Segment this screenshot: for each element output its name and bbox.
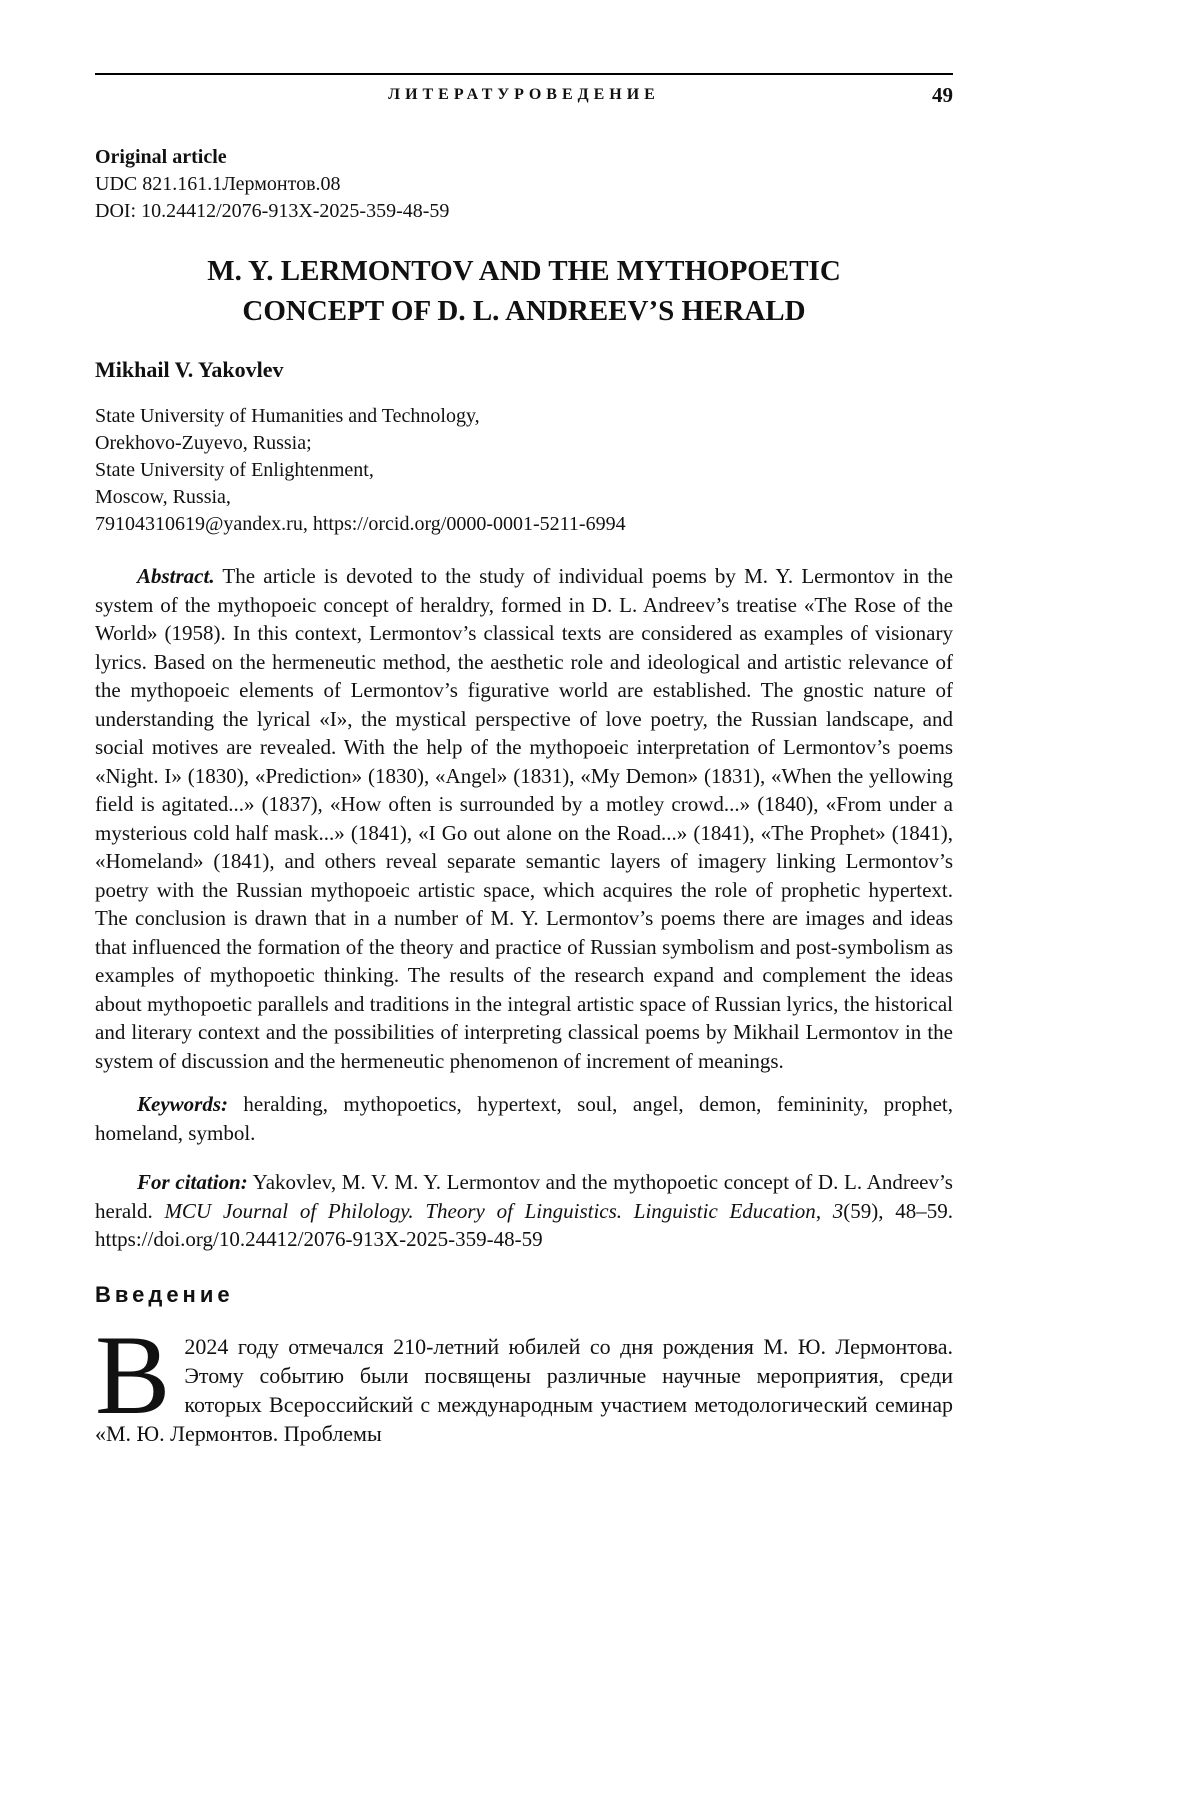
article-meta [95, 144, 953, 225]
title-line-2: CONCEPT OF D. L. ANDREEV’S HERALD [242, 295, 806, 327]
page-number: 49 [932, 83, 953, 107]
keywords-text: heralding, mythopoetics, hypertext, soul, angel, demon, femininity, prophet, homeland, symbol. [95, 1092, 954, 1145]
header-row [95, 83, 953, 110]
citation-volume: 3 [832, 1198, 844, 1223]
running-title: ЛИТЕРАТУРОВЕДЕНИЕ [388, 86, 660, 103]
article-title [95, 251, 953, 331]
citation-text-part2: , [815, 1198, 833, 1223]
abstract-text: The article is devoted to the study of individual poems by M. Y. Lermontov in the system of the mythopoeic concept of heraldry, formed in D. L. Andreev’s treatise «The Rose of the World» (1958). In this context, Lermontov’s classical texts are considered as examples of visionary lyrics. Based on the hermeneutic method, the aesthetic role and ideological and artistic relevance of the mythopoeic elements of Lermontov’s figurative world are established. The gnostic nature of understanding the lyrical «I», the mystical perspective of love poetry, the Russian landscape, and social motives are revealed. With the help of the mythopoeic interpretation of Lermontov’s poems «Night. I» (1830), «Prediction» (1830), «Angel» (1831), «My Demon» (1831), «When the yellowing field is agitated...» (1837), «How often is surrounded by a motley crowd...» (1840), «From under a mysterious cold half mask...» (1841), «I Go out alone on the Road...» (1841), «The Prophet» (1841), «Homeland» (1841), and others reveal separate semantic layers of imagery linking Lermontov’s poetry with the Russian mythopoeic artistic space, which acquires the role of prophetic hypertext. The conclusion is drawn that in a number of M. Y. Lermontov’s poems there are images and ideas that influenced the formation of the theory and practice of Russian symbolism and post-symbolism as examples of mythopoetic thinking. The results of the research expand and complement the ideas about mythopoetic parallels and traditions in the integral artistic space of Russian lyrics, the historical and literary context and the possibilities of interpreting classical poems by Mikhail Lermontov in the system of discussion and the hermeneutic phenomenon of increment of meanings. [95, 564, 953, 1073]
author-name: Mikhail V. Yakovlev [95, 357, 284, 382]
citation-label: For citation: [137, 1170, 248, 1194]
citation-journal-title: MCU Journal of Philology. Theory of Linguistics. Linguistic Education [164, 1198, 816, 1223]
affiliation-line: Moscow, Russia, [95, 486, 231, 508]
citation-paragraph [95, 1168, 953, 1254]
header-rule [95, 73, 953, 75]
affiliation-line: State University of Humanities and Technology, [95, 405, 480, 427]
intro-text: 2024 году отмечался 210-летний юбилей со дня рождения М. Ю. Лермонтова. Этому событию были посвящены различные научные мероприятия, среди которых Всероссийский с международным участием методологический семинар «М. Ю. Лермонтов. Проблемы [95, 1333, 953, 1446]
abstract-label: Abstract. [137, 564, 215, 588]
affiliation-line: Orekhovo-Zuyevo, Russia; [95, 432, 312, 454]
drop-cap: В [95, 1312, 171, 1438]
article-type-label: Original article [95, 146, 227, 168]
keywords-label: Keywords: [137, 1092, 228, 1116]
keywords-paragraph [95, 1090, 953, 1147]
citation-text-part1: Yakovlev, M. V. M. Y. Lermontov and the mythopoetic concept of D. L. Andreev’s herald. [95, 1170, 953, 1223]
title-line-1: M. Y. LERMONTOV AND THE MYTHOPOETIC [207, 255, 841, 287]
affiliation-line: State University of Enlightenment, [95, 459, 374, 481]
section-heading-introduction: Введение [95, 1281, 234, 1307]
affiliation-block [95, 403, 953, 538]
page-header [95, 73, 953, 110]
intro-paragraph [95, 1312, 953, 1448]
citation-text-part3: (59), 48–59. https://doi.org/10.24412/2076-913X-2025-359-48-59 [95, 1198, 953, 1251]
doi-line: DOI: 10.24412/2076-913X-2025-359-48-59 [95, 200, 450, 222]
udc-line: UDC 821.161.1Лермонтов.08 [95, 173, 341, 195]
affiliation-contact-line: 79104310619@yandex.ru, https://orcid.org/0000-0001-5211-6994 [95, 513, 626, 535]
page-content [95, 0, 953, 1448]
abstract-paragraph [95, 562, 953, 1075]
